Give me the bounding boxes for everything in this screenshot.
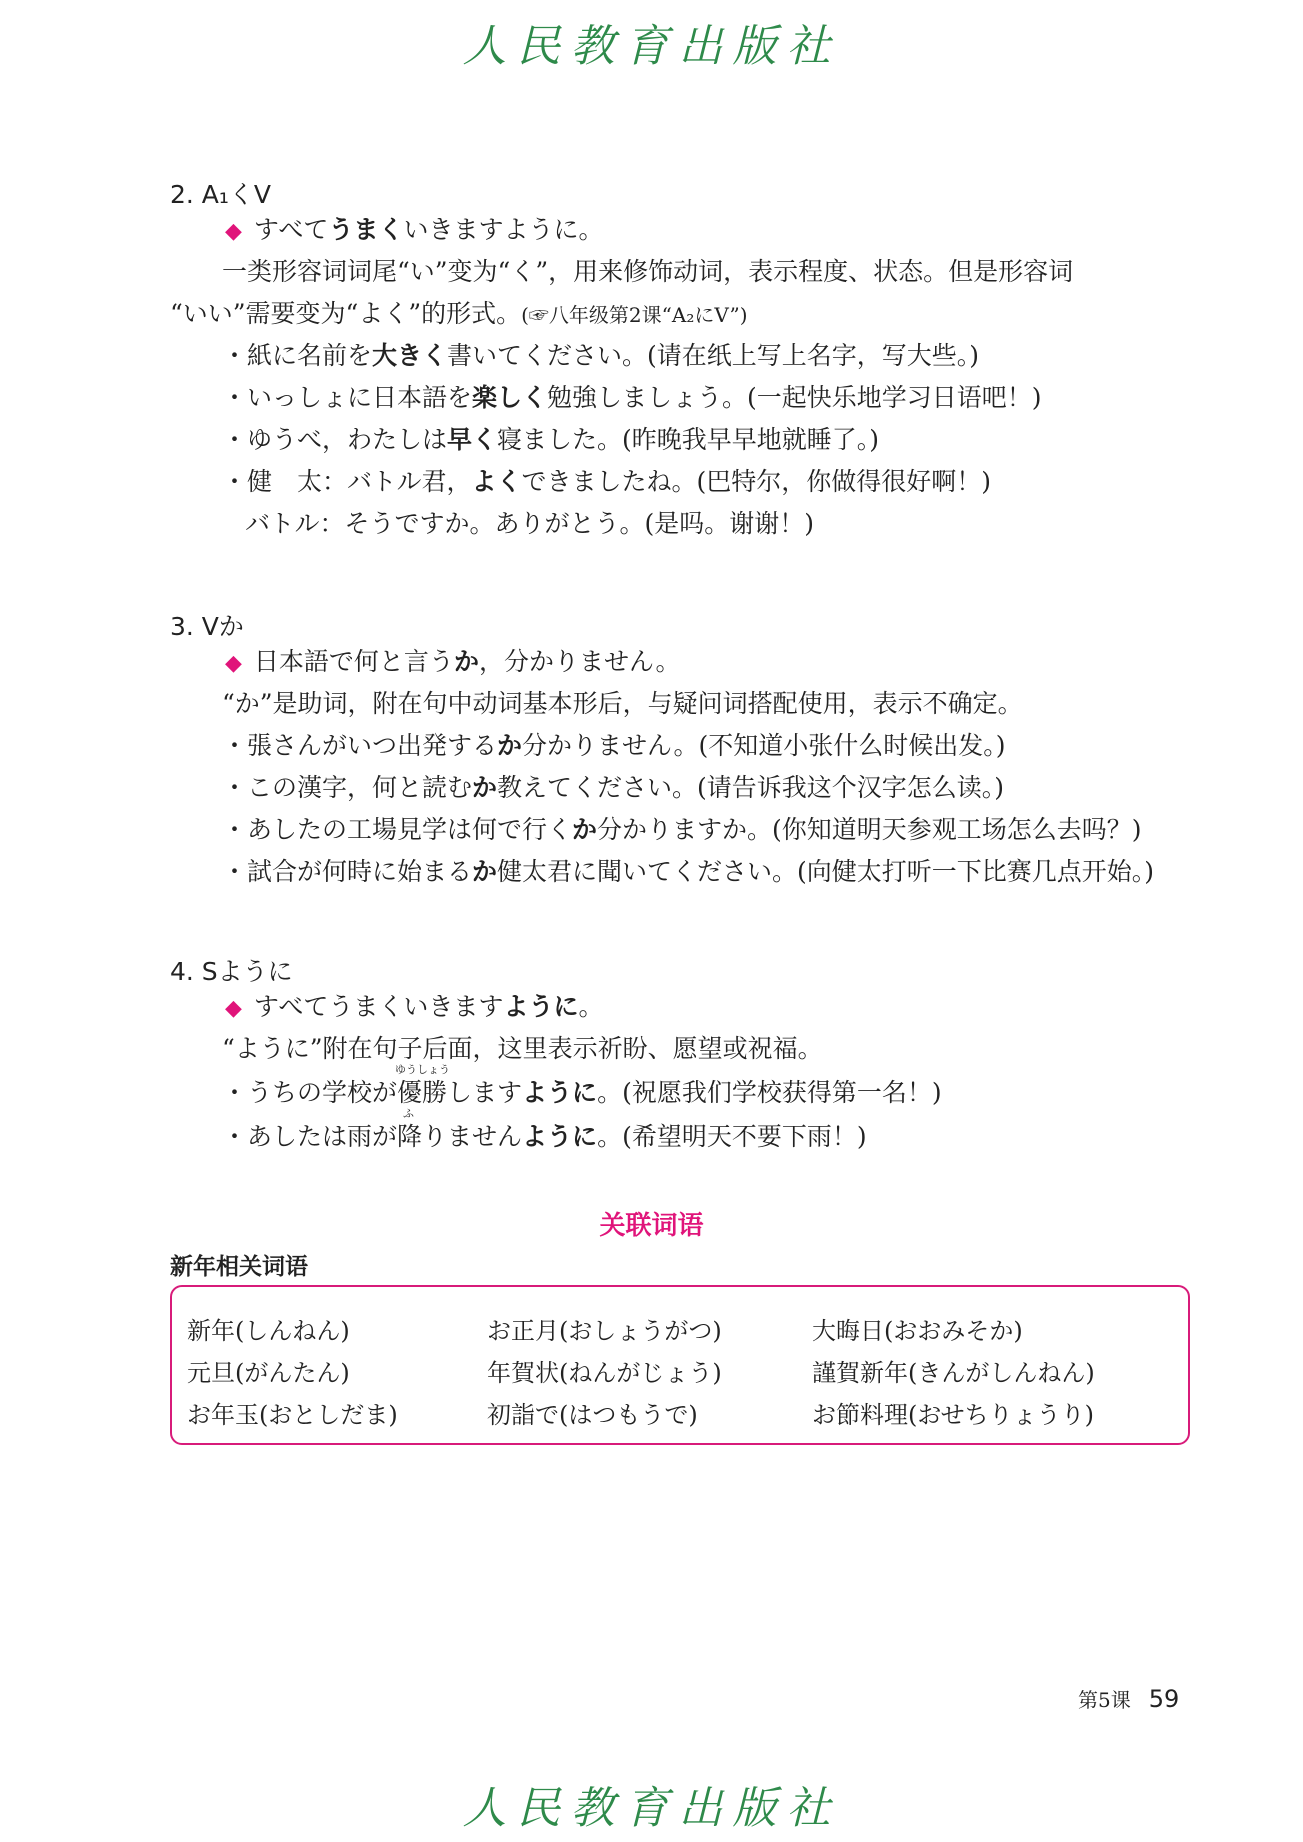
ruby-base: 降 [397, 1122, 423, 1151]
example-text: すべてうまくいきます [253, 992, 504, 1021]
ruby-word [395, 1063, 451, 1108]
bullet-text: ・ゆうべ，わたしは [222, 425, 448, 454]
section-4-example [225, 992, 603, 1024]
lesson-label: 第5课 [1078, 1688, 1131, 1712]
bullet-bold: か [497, 731, 523, 760]
vocab-word: お節料理(おせちりょうり) [812, 1401, 1095, 1429]
example-bold: うまく [328, 215, 404, 244]
section-2-example [225, 215, 603, 247]
bullet-bold: か [572, 815, 598, 844]
ruby-base: 優勝 [397, 1078, 448, 1107]
bullet-text: ・あしたは雨が [222, 1122, 398, 1151]
bullet-bold: 楽しく [472, 383, 548, 412]
section-2-title: 2. A₁くV [170, 180, 272, 209]
bullet-text: 教えてください。(请告诉我这个汉字怎么读。) [497, 773, 1005, 802]
page-footer [1078, 1684, 1179, 1713]
section-4-title: 4. Sように [170, 957, 293, 986]
bullet-bold: か [472, 773, 498, 802]
example-bold: ように [503, 992, 579, 1021]
vocab-word: 年賀状(ねんがじょう) [487, 1359, 722, 1387]
bullet-text: できましたね。(巴特尔，你做得很好啊！) [521, 467, 992, 496]
bullet-text: ・張さんがいつ出発する [222, 731, 498, 760]
section-3-bullet-1 [222, 731, 1006, 761]
bullet-bold: 早く [447, 425, 498, 454]
vocab-word: 新年(しんねん) [187, 1317, 350, 1345]
bullet-text: 。(希望明天不要下雨！) [597, 1122, 867, 1151]
vocab-word: 謹賀新年(きんがしんねん) [812, 1359, 1095, 1387]
vocab-word: お年玉(おとしだま) [187, 1401, 398, 1429]
bullet-text: ・いっしょに日本語を [222, 383, 473, 412]
example-text: ，分かりません。 [478, 647, 681, 676]
bullet-text: します [447, 1078, 523, 1107]
section-2-bullet-4-reply: バトル：そうですか。ありがとう。(是吗。谢谢！) [245, 509, 815, 538]
cross-reference: (☞八年级第2课“A₂にV”) [521, 303, 748, 327]
section-2-bullet-1 [222, 341, 979, 371]
example-bold: か [453, 647, 479, 676]
section-3-bullet-4 [222, 857, 1154, 887]
bullet-text: 書いてください。(请在纸上写上名字，写大些。) [447, 341, 980, 370]
vocab-word: お正月(おしょうがつ) [487, 1317, 722, 1345]
section-3-explanation: “か”是助词，附在句中动词基本形后，与疑问词搭配使用，表示不确定。 [222, 689, 1023, 718]
bullet-bold: よく [471, 467, 522, 496]
section-2-bullet-2 [222, 383, 1042, 413]
related-words-heading: 关联词语 [599, 1211, 704, 1241]
ruby-reading: ふ [403, 1107, 415, 1120]
bullet-text: ・あしたの工場見学は何で行く [222, 815, 573, 844]
ruby-word [397, 1107, 423, 1152]
bullet-text: ・紙に名前を [222, 341, 373, 370]
bullet-text: ・試合が何時に始まる [222, 857, 473, 886]
bullet-text: 健太君に聞いてください。(向健太打听一下比赛几点开始。) [497, 857, 1155, 886]
bullet-bold: ように [522, 1122, 598, 1151]
diamond-icon: ◆ [225, 219, 242, 244]
bullet-text: 勉強しましょう。(一起快乐地学习日语吧！) [547, 383, 1042, 412]
publisher-logo-bottom: 人民教育出版社 [462, 1783, 841, 1834]
diamond-icon: ◆ [225, 651, 242, 676]
example-text: 日本語で何と言う [253, 647, 454, 676]
section-2-explanation-1: 一类形容词词尾“い”变为“く”，用来修饰动词，表示程度、状态。但是形容词 [222, 257, 1074, 286]
bullet-bold: 大きく [372, 341, 448, 370]
bullet-text: ・うちの学校が [222, 1078, 398, 1107]
section-3-example [225, 647, 680, 679]
vocab-word: 元旦(がんたん) [187, 1359, 350, 1387]
example-text: 。 [578, 992, 604, 1021]
publisher-logo-top: 人民教育出版社 [462, 21, 841, 72]
diamond-icon: ◆ [225, 996, 242, 1021]
section-2-bullet-4 [222, 467, 991, 497]
bullet-text: りません [422, 1122, 523, 1151]
section-3-bullet-3 [222, 815, 1142, 845]
section-4-explanation: “ように”附在句子后面，这里表示祈盼、愿望或祝福。 [222, 1034, 823, 1063]
page-number: 59 [1148, 1685, 1180, 1713]
vocab-word: 大晦日(おおみそか) [812, 1317, 1023, 1345]
bullet-text: ・この漢字，何と読む [222, 773, 473, 802]
bullet-text: 。(祝愿我们学校获得第一名！) [597, 1078, 942, 1107]
vocab-word: 初詣で(はつもうで) [487, 1401, 698, 1429]
section-4-bullet-2 [222, 1107, 867, 1152]
bullet-text: ・健 太：バトル君， [222, 467, 472, 496]
new-year-words-subheading: 新年相关词语 [170, 1254, 308, 1280]
vocabulary-box [170, 1285, 1190, 1445]
section-2-bullet-3 [222, 425, 879, 455]
explanation-text: “いい”需要变为“よく”的形式。 [170, 299, 522, 328]
bullet-text: 分かりません。(不知道小张什么时候出发。) [522, 731, 1006, 760]
bullet-text: 寝ました。(昨晚我早早地就睡了。) [497, 425, 880, 454]
section-3-title: 3. Vか [170, 612, 244, 641]
example-text: いきますように。 [403, 215, 604, 244]
section-2-explanation-2 [170, 299, 748, 330]
example-text: すべて [253, 215, 329, 244]
bullet-bold: ように [522, 1078, 598, 1107]
section-4-bullet-1 [222, 1063, 942, 1108]
ruby-reading: ゆうしょう [395, 1063, 451, 1076]
bullet-bold: か [472, 857, 498, 886]
section-3-bullet-2 [222, 773, 1004, 803]
bullet-text: 分かりますか。(你知道明天参观工场怎么去吗？) [597, 815, 1142, 844]
